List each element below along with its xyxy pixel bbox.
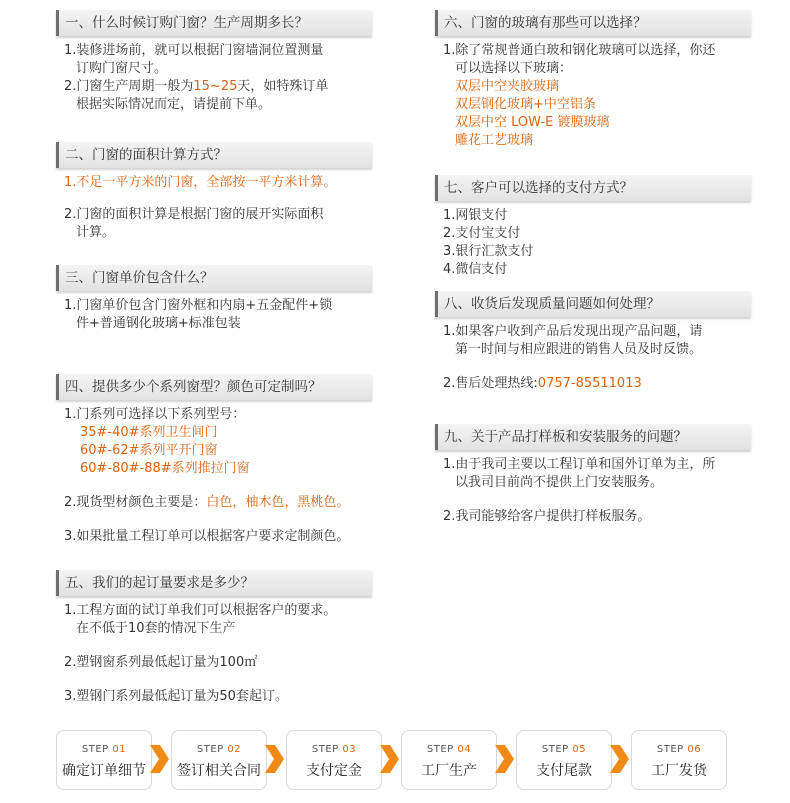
section-title: 四、提供多少个系列窗型？颜色可定制吗？ [56,374,372,400]
faq-text: 1.如果客户收到产品后发现出现产品问题，请 [443,324,703,339]
faq-text: 第一时间与相应跟进的销售人员及时反馈。 [455,342,703,357]
chevron-right-icon [378,743,400,775]
series-option: 35#-40#系列卫生间门 [80,425,218,440]
faq-section-payment [435,175,751,279]
step-label: 支付尾款 [536,763,592,779]
faq-text: 3.如果批量工程订单可以根据客户要求定制颜色。 [64,529,350,544]
section-title: 一、什么时候订购门窗？生产周期多长？ [56,10,372,36]
faq-section-moq [56,570,372,706]
step-number [402,744,496,755]
faq-text: 1.除了常规普通白玻和钢化玻璃可以选择，你还 [443,43,716,58]
faq-text [64,494,372,512]
payment-option: 3.银行汇款支付 [443,244,534,259]
glass-option: 双层中空 LOW-E 镀膜玻璃 [455,115,610,130]
step-index: 04 [457,744,472,755]
payment-option: 1.网银支付 [443,208,508,223]
highlight-text: 15~25 [193,79,238,94]
faq-text: 3.塑钢门系列最低起订量为50套起订。 [64,689,288,704]
faq-text: 1.门窗单价包含门窗外框和内扇+五金配件+锁 [64,298,333,313]
step-number [172,744,266,755]
step-prefix: STEP [656,744,688,755]
step-number [632,744,726,755]
faq-text: 1.门系列可选择以下系列型号： [64,407,246,422]
faq-text: 天，如特殊订单 [237,79,329,94]
step-number [517,744,611,755]
section-title: 八、收货后发现质量问题如何处理？ [435,291,751,317]
glass-option: 双层钢化玻璃+中空铝条 [455,97,596,112]
faq-text: 在不低于10套的情况下生产 [76,621,236,636]
faq-text: 2.售后处理热线: [443,376,538,391]
faq-section-area-calc [56,142,372,242]
step-index: 03 [342,744,357,755]
faq-text [64,78,372,96]
section-title: 五、我们的起订量要求是多少？ [56,570,372,596]
chevron-right-icon [148,743,170,775]
faq-text: 1.由于我司主要以工程订单和国外订单为主，所 [443,457,716,472]
faq-text: 可以选择以下玻璃： [455,61,573,76]
faq-section-quality [435,291,751,393]
faq-text: 订购门窗尺寸。 [76,61,168,76]
faq-text: 2.门窗的面积计算是根据门窗的展开实际面积 [64,207,324,222]
step-box [516,730,612,790]
step-box [631,730,727,790]
step-index: 06 [687,744,702,755]
faq-text: 以我司目前尚不提供上门安装服务。 [455,475,664,490]
step-index: 05 [572,744,587,755]
highlight-text: 1.不足一平方米的门窗，全部按一平方米计算。 [64,175,337,190]
step-index: 02 [227,744,242,755]
step-label: 签订相关合同 [177,763,261,779]
step-label: 支付定金 [306,763,362,779]
step-prefix: STEP [311,744,343,755]
step-number [57,744,151,755]
faq-text: 2.门窗生产周期一般为 [64,79,194,94]
step-box [286,730,382,790]
step-index: 01 [112,744,127,755]
section-title: 九、关于产品打样板和安装服务的问题？ [435,424,751,450]
faq-text: 2.塑钢窗系列最低起订量为100㎡ [64,655,258,670]
faq-text: 计算。 [76,225,116,240]
glass-option: 双层中空夹胶玻璃 [455,79,560,94]
faq-section-series [56,374,372,546]
payment-option: 2.支付宝支付 [443,226,521,241]
step-box [171,730,267,790]
series-option: 60#-62#系列平开门窗 [80,443,218,458]
faq-section-sample-install [435,424,751,526]
section-title: 七、客户可以选择的支付方式？ [435,175,751,201]
step-number [287,744,381,755]
step-prefix: STEP [541,744,573,755]
chevron-right-icon [263,743,285,775]
faq-text: 2.现货型材颜色主要是： [64,495,207,510]
chevron-right-icon [608,743,630,775]
section-title: 六、门窗的玻璃有那些可以选择？ [435,10,751,36]
section-title: 三、门窗单价包含什么？ [56,265,372,291]
step-prefix: STEP [196,744,228,755]
faq-text: 1.工程方面的试订单我们可以根据客户的要求。 [64,603,337,618]
highlight-text: 白色，柚木色，黑桃色。 [206,495,350,510]
step-prefix: STEP [426,744,458,755]
faq-text [443,375,751,393]
glass-option: 雕花工艺玻璃 [455,133,534,148]
faq-text: 件+普通钢化玻璃+标准包装 [76,316,241,331]
series-option: 60#-80#-88#系列推拉门窗 [80,461,250,476]
faq-section-order-time [56,10,372,114]
step-prefix: STEP [81,744,113,755]
step-label: 工厂生产 [421,763,477,779]
step-label: 确定订单细节 [62,763,146,779]
section-title: 二、门窗的面积计算方式？ [56,142,372,168]
faq-text: 2.我司能够给客户提供打样板服务。 [443,509,651,524]
faq-text: 1.装修进场前，就可以根据门窗墙洞位置测量 [64,43,324,58]
faq-text: 根据实际情况而定，请提前下单。 [76,97,272,112]
payment-option: 4.微信支付 [443,262,508,277]
step-box [56,730,152,790]
step-box [401,730,497,790]
hotline-number: 0757-85511013 [537,376,642,391]
step-label: 工厂发货 [651,763,707,779]
process-steps [56,730,736,792]
faq-section-glass [435,10,751,150]
chevron-right-icon [493,743,515,775]
faq-section-unit-price [56,265,372,333]
